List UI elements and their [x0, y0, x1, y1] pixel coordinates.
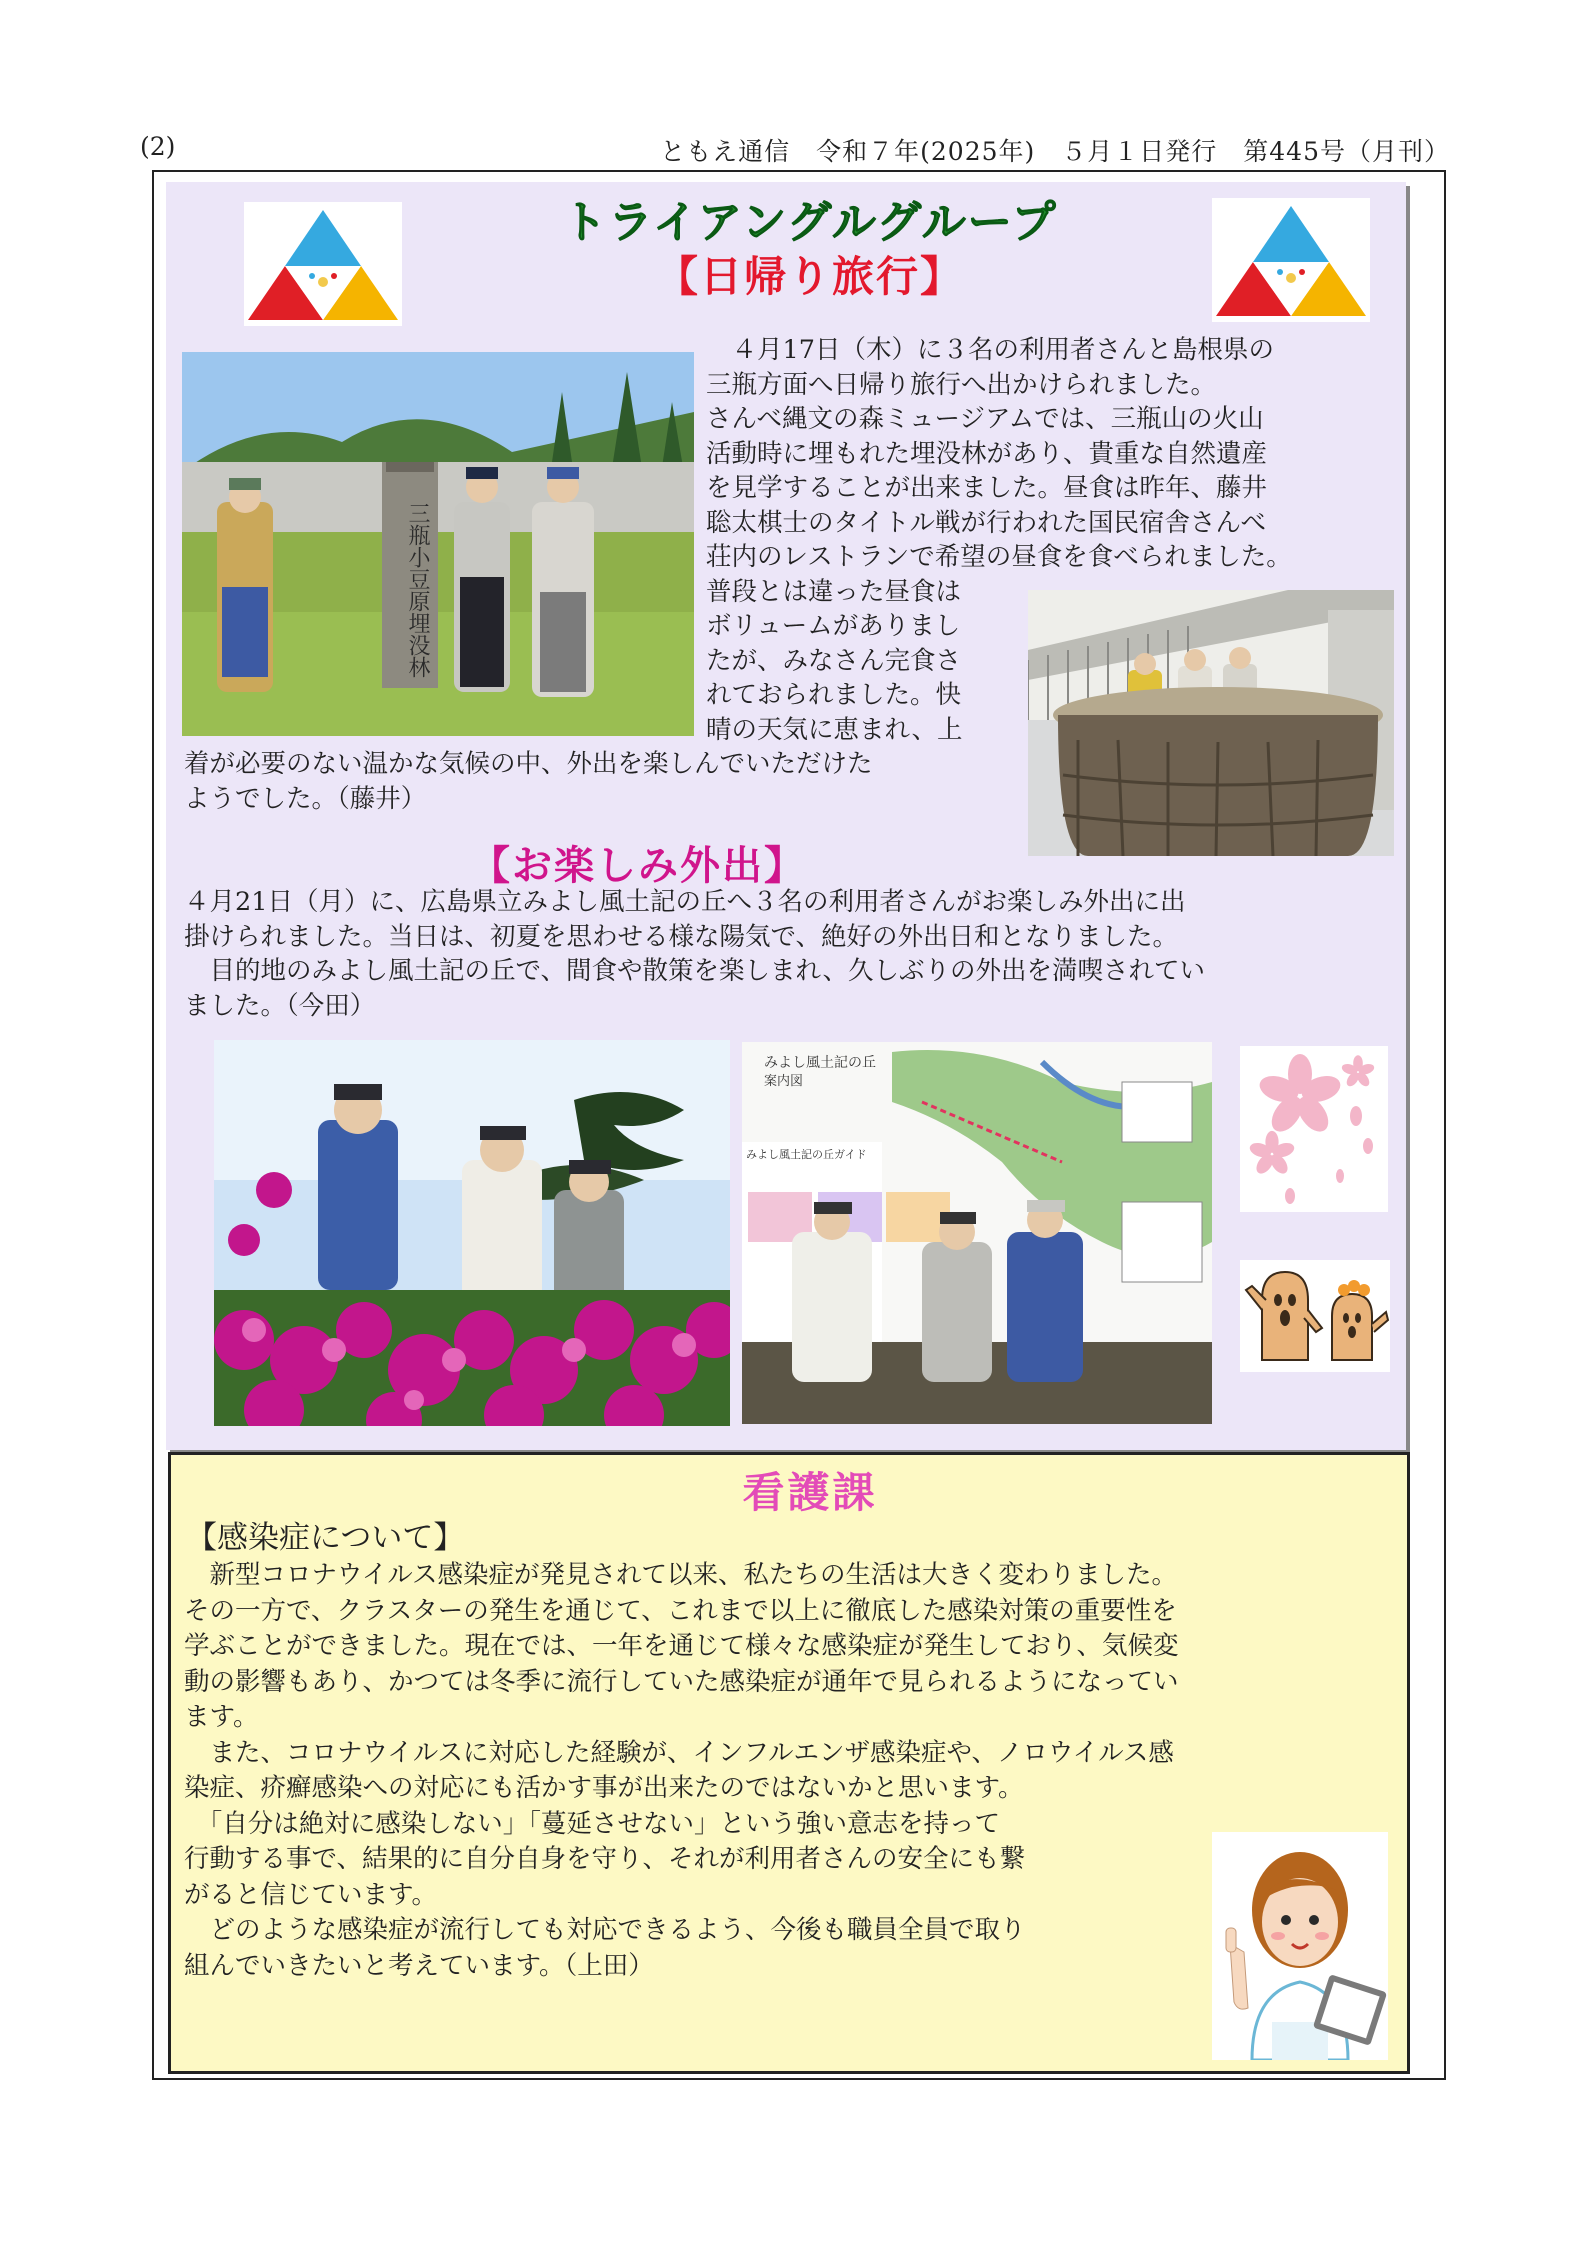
text-line: 動の影響もあり、かつては冬季に流行していた感染症が通年で見られるようになってい [184, 1666, 1179, 1697]
text-line: ます。 [184, 1702, 259, 1732]
nursing-text [184, 1558, 1179, 1984]
nurse-illustration [1212, 1832, 1388, 2060]
map-sign-title: みよし風土記の丘 [764, 1055, 876, 1071]
text-line: ようでした。（藤井） [184, 783, 427, 814]
text-line: ４月17日（木）に３名の利用者さんと島根県の [706, 335, 1274, 365]
day-trip-heading: 【日帰り旅行】 [655, 252, 964, 301]
text-line: ました。（今田） [184, 990, 376, 1021]
text-line: 新型コロナウイルス感染症が発見されて以来、私たちの生活は大きく変わりました。 [184, 1560, 1177, 1590]
text-line: 掛けられました。当日は、初夏を思わせる様な陽気で、絶好の外出日和となりました。 [184, 921, 1178, 952]
text-line: がると信じています。 [184, 1879, 437, 1910]
triangle-logo-right [1212, 198, 1370, 322]
outing-heading: 【お楽しみ外出】 [470, 843, 806, 889]
page-number: (2) [140, 132, 176, 161]
masthead: ともえ通信 令和７年(2025年) ５月１日発行 第445号（月刊） [660, 137, 1450, 166]
text-line: 目的地のみよし風土記の丘で、間食や散策を楽しまれ、久しぶりの外出を満喫されてい [184, 956, 1206, 986]
sakura-illustration [1240, 1046, 1388, 1212]
text-line: 晴の天気に恵まれ、上 [706, 714, 963, 745]
map-sign-guide: みよし風土記の丘ガイド [746, 1148, 867, 1161]
text-line: 三瓶方面へ日帰り旅行へ出かけられました。 [706, 369, 1217, 400]
triangle-logo-left [244, 202, 402, 326]
text-line: 着が必要のない温かな気候の中、外出を楽しんでいただけた [184, 749, 873, 779]
outing-text [184, 885, 1205, 1023]
text-line: さんべ縄文の森ミュージアムでは、三瓶山の火山 [706, 404, 1264, 434]
photo-stone-monument [182, 352, 694, 736]
text-line: ボリュームがありまし [706, 611, 961, 641]
day-trip-text-top [706, 333, 1292, 747]
triangle-group-title: トライアングルグループ [562, 197, 1058, 248]
map-sign-subtitle: 案内図 [764, 1074, 804, 1089]
text-line: 染症、疥癬感染への対応にも活かす事が出来たのではないかと思います。 [184, 1773, 1024, 1803]
text-line: 学ぶことができました。現在では、一年を通じて様々な感染症が発生しており、気候変 [184, 1631, 1179, 1661]
page-header [140, 132, 1450, 168]
text-line: 「自分は絶対に感染しない」「蔓延させない」という強い意志を持って [184, 1808, 1001, 1839]
text-line: その一方で、クラスターの発生を通じて、これまで以上に徹底した感染対策の重要性を [184, 1595, 1177, 1626]
text-line: 聡太棋士のタイトル戦が行われた国民宿舎さんべ [706, 507, 1266, 538]
nursing-heading: 看護課 [742, 1468, 878, 1517]
text-line: 行動する事で、結果的に自分自身を守り、それが利用者さんの安全にも繋 [184, 1844, 1025, 1874]
text-line: れておられました。快 [706, 680, 962, 710]
text-line: 活動時に埋もれた埋没林があり、貴重な自然遺産 [706, 438, 1268, 469]
photo-azalea-flowers [214, 1040, 730, 1426]
infection-heading: 【感染症について】 [186, 1520, 465, 1556]
text-line: 荘内のレストランで希望の昼食を食べられました。 [706, 542, 1292, 572]
text-line: 組んでいきたいと考えています。（上田） [184, 1950, 654, 1981]
text-line: を見学することが出来ました。昼食は昨年、藤井 [706, 473, 1268, 503]
text-line: また、コロナウイルスに対応した経験が、インフルエンザ感染症や、ノロウイルス感 [184, 1737, 1174, 1768]
text-line: どのような感染症が流行しても対応できるよう、今後も職員全員で取り [184, 1915, 1026, 1945]
day-trip-text-bottom [184, 747, 873, 816]
text-line: ４月21日（月）に、広島県立みよし風土記の丘へ３名の利用者さんがお楽しみ外出に出 [184, 887, 1186, 917]
photo-park-map [742, 1042, 1212, 1424]
haniwa-illustration [1240, 1260, 1390, 1372]
text-line: たが、みなさん完食さ [706, 645, 962, 676]
stone-inscription: 三瓶小豆原埋没林 [405, 502, 430, 678]
text-line: 普段とは違った昼食は [706, 576, 962, 607]
